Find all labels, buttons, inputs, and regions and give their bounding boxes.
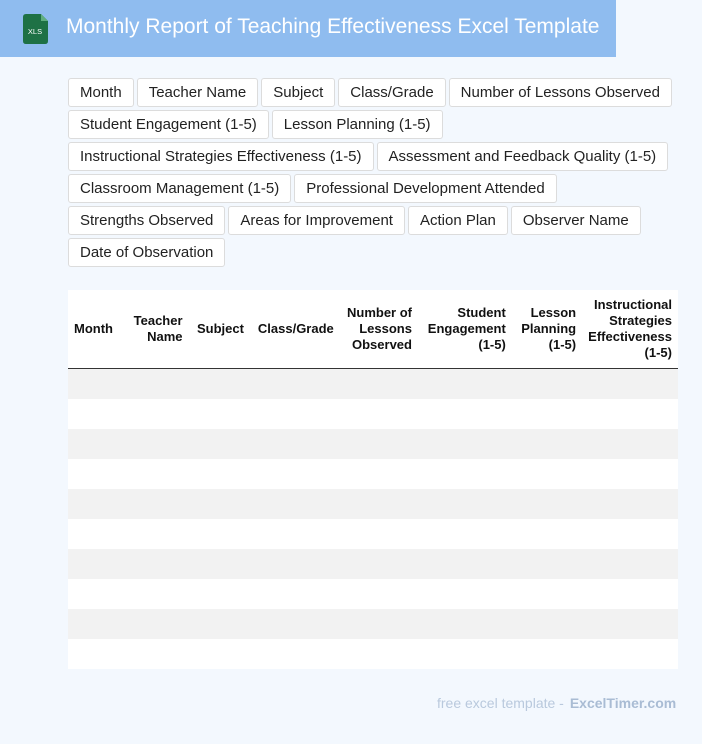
table-cell[interactable] bbox=[189, 369, 250, 400]
template-table bbox=[68, 290, 678, 669]
table-cell[interactable] bbox=[68, 429, 126, 459]
field-chip: Classroom Management (1-5) bbox=[68, 174, 291, 203]
table-cell[interactable] bbox=[126, 429, 188, 459]
table-row bbox=[68, 549, 678, 579]
table-cell[interactable] bbox=[582, 639, 678, 669]
table-cell[interactable] bbox=[126, 549, 188, 579]
table-cell[interactable] bbox=[340, 369, 418, 400]
table-cell[interactable] bbox=[512, 429, 582, 459]
table-cell[interactable] bbox=[340, 609, 418, 639]
table-row bbox=[68, 429, 678, 459]
table-cell[interactable] bbox=[340, 579, 418, 609]
column-header: Student Engagement (1-5) bbox=[418, 290, 512, 369]
template-table-wrapper bbox=[68, 290, 678, 669]
table-cell[interactable] bbox=[68, 459, 126, 489]
table-body bbox=[68, 369, 678, 670]
table-cell[interactable] bbox=[68, 369, 126, 400]
table-row bbox=[68, 369, 678, 400]
table-cell[interactable] bbox=[512, 609, 582, 639]
field-chip: Number of Lessons Observed bbox=[449, 78, 672, 107]
table-header-row bbox=[68, 290, 678, 369]
table-cell[interactable] bbox=[126, 579, 188, 609]
table-cell[interactable] bbox=[340, 399, 418, 429]
table-row bbox=[68, 639, 678, 669]
table-row bbox=[68, 579, 678, 609]
table-cell[interactable] bbox=[250, 519, 340, 549]
table-cell[interactable] bbox=[126, 609, 188, 639]
field-chip: Strengths Observed bbox=[68, 206, 225, 235]
table-cell[interactable] bbox=[250, 549, 340, 579]
table-cell[interactable] bbox=[126, 519, 188, 549]
table-cell[interactable] bbox=[250, 399, 340, 429]
table-row bbox=[68, 519, 678, 549]
column-header: Teacher Name bbox=[126, 290, 188, 369]
table-cell[interactable] bbox=[250, 489, 340, 519]
table-row bbox=[68, 459, 678, 489]
table-cell[interactable] bbox=[250, 579, 340, 609]
table-cell[interactable] bbox=[582, 489, 678, 519]
column-header: Month bbox=[68, 290, 126, 369]
table-cell[interactable] bbox=[250, 429, 340, 459]
table-cell[interactable] bbox=[126, 489, 188, 519]
table-cell[interactable] bbox=[68, 519, 126, 549]
footer bbox=[437, 695, 676, 711]
column-header: Subject bbox=[189, 290, 250, 369]
table-cell[interactable] bbox=[189, 609, 250, 639]
footer-brand-link[interactable]: ExcelTimer.com bbox=[569, 695, 677, 711]
title-bar bbox=[0, 0, 616, 57]
table-cell[interactable] bbox=[68, 399, 126, 429]
field-chip: Date of Observation bbox=[68, 238, 225, 267]
table-cell[interactable] bbox=[512, 489, 582, 519]
table-cell[interactable] bbox=[418, 459, 512, 489]
table-cell[interactable] bbox=[250, 639, 340, 669]
field-chip: Instructional Strategies Effectiveness (1-5) bbox=[68, 142, 374, 171]
table-cell[interactable] bbox=[189, 489, 250, 519]
table-cell[interactable] bbox=[418, 429, 512, 459]
field-chip: Month bbox=[68, 78, 134, 107]
table-cell[interactable] bbox=[250, 609, 340, 639]
table-cell[interactable] bbox=[189, 429, 250, 459]
table-cell[interactable] bbox=[418, 639, 512, 669]
table-cell[interactable] bbox=[340, 459, 418, 489]
page-title: Monthly Report of Teaching Effectiveness Excel Template bbox=[66, 15, 600, 38]
table-cell[interactable] bbox=[582, 579, 678, 609]
field-chip: Professional Development Attended bbox=[294, 174, 556, 203]
column-header: Number of Lessons Observed bbox=[340, 290, 418, 369]
table-cell[interactable] bbox=[126, 399, 188, 429]
field-chip: Assessment and Feedback Quality (1-5) bbox=[377, 142, 669, 171]
excel-file-icon bbox=[22, 14, 50, 44]
table-cell[interactable] bbox=[582, 429, 678, 459]
table-cell[interactable] bbox=[126, 639, 188, 669]
table-cell[interactable] bbox=[340, 639, 418, 669]
table-cell[interactable] bbox=[340, 519, 418, 549]
table-cell[interactable] bbox=[189, 579, 250, 609]
table-cell[interactable] bbox=[189, 459, 250, 489]
table-cell[interactable] bbox=[189, 519, 250, 549]
table-cell[interactable] bbox=[126, 459, 188, 489]
field-chip: Subject bbox=[261, 78, 335, 107]
table-cell[interactable] bbox=[582, 369, 678, 400]
table-cell[interactable] bbox=[68, 609, 126, 639]
table-cell[interactable] bbox=[340, 429, 418, 459]
table-cell[interactable] bbox=[512, 519, 582, 549]
table-cell[interactable] bbox=[68, 489, 126, 519]
table-cell[interactable] bbox=[512, 579, 582, 609]
table-cell[interactable] bbox=[582, 549, 678, 579]
table-cell[interactable] bbox=[512, 459, 582, 489]
table-cell[interactable] bbox=[418, 579, 512, 609]
table-cell[interactable] bbox=[582, 459, 678, 489]
table-cell[interactable] bbox=[418, 489, 512, 519]
table-cell[interactable] bbox=[512, 369, 582, 400]
column-header: Instructional Strategies Effectiveness (1-5) bbox=[582, 290, 678, 369]
table-cell[interactable] bbox=[340, 549, 418, 579]
table-cell[interactable] bbox=[250, 369, 340, 400]
column-header: Class/Grade bbox=[250, 290, 340, 369]
field-chip: Areas for Improvement bbox=[228, 206, 405, 235]
table-cell[interactable] bbox=[68, 639, 126, 669]
field-chip: Student Engagement (1-5) bbox=[68, 110, 269, 139]
excel-file-icon-label: XLS bbox=[27, 27, 43, 36]
field-chip: Teacher Name bbox=[137, 78, 259, 107]
table-row bbox=[68, 399, 678, 429]
table-cell[interactable] bbox=[512, 639, 582, 669]
column-header: Lesson Planning (1-5) bbox=[512, 290, 582, 369]
table-cell[interactable] bbox=[68, 579, 126, 609]
table-cell[interactable] bbox=[582, 519, 678, 549]
table-cell[interactable] bbox=[418, 519, 512, 549]
table-cell[interactable] bbox=[340, 489, 418, 519]
table-cell[interactable] bbox=[189, 639, 250, 669]
table-cell[interactable] bbox=[512, 399, 582, 429]
table-cell[interactable] bbox=[189, 549, 250, 579]
table-cell[interactable] bbox=[418, 369, 512, 400]
table-cell[interactable] bbox=[250, 459, 340, 489]
table-cell[interactable] bbox=[68, 549, 126, 579]
table-row bbox=[68, 489, 678, 519]
table-row bbox=[68, 609, 678, 639]
field-chip: Action Plan bbox=[408, 206, 508, 235]
field-chip: Lesson Planning (1-5) bbox=[272, 110, 443, 139]
table-cell[interactable] bbox=[418, 549, 512, 579]
table-cell[interactable] bbox=[418, 609, 512, 639]
table-cell[interactable] bbox=[189, 399, 250, 429]
table-cell[interactable] bbox=[126, 369, 188, 400]
footer-text: free excel template - bbox=[437, 695, 564, 711]
table-cell[interactable] bbox=[512, 549, 582, 579]
table-cell[interactable] bbox=[418, 399, 512, 429]
table-cell[interactable] bbox=[582, 609, 678, 639]
field-chip: Class/Grade bbox=[338, 78, 445, 107]
field-chip-list bbox=[68, 78, 678, 267]
table-cell[interactable] bbox=[582, 399, 678, 429]
field-chip: Observer Name bbox=[511, 206, 641, 235]
